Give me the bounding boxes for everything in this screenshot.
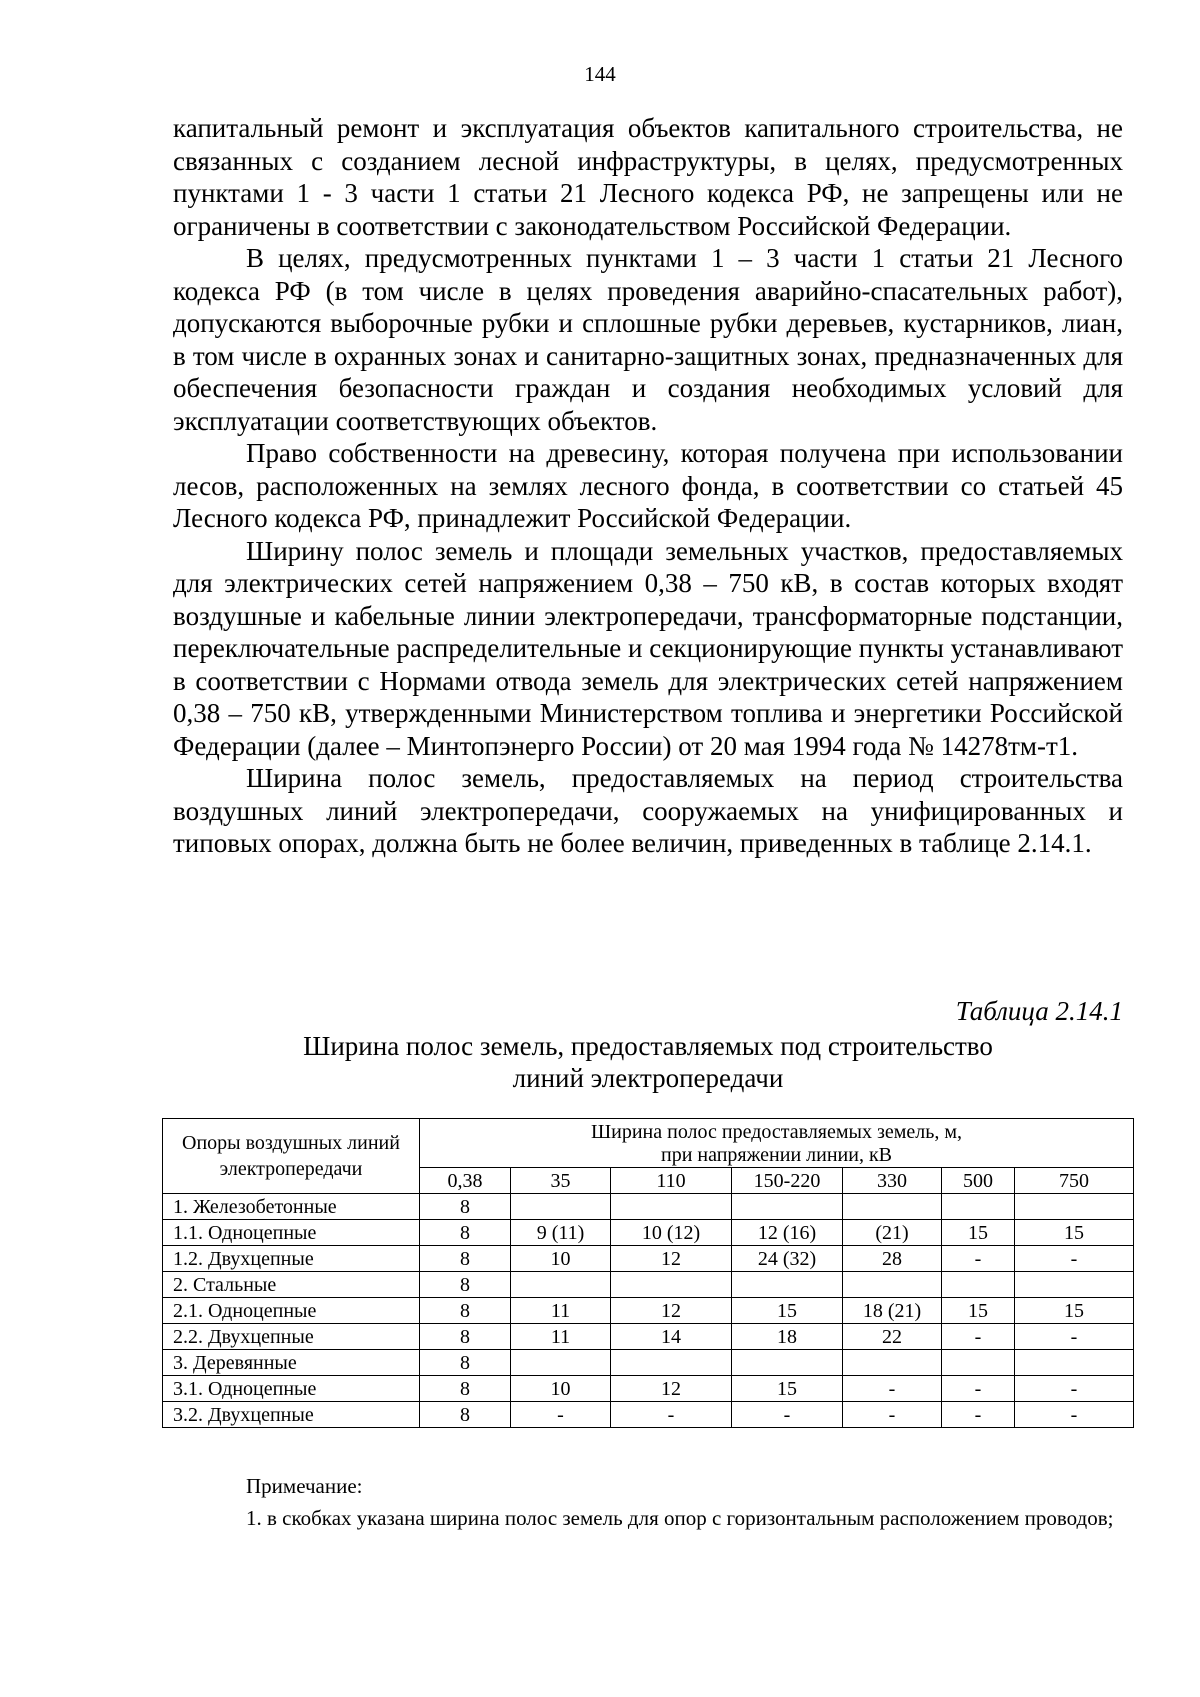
table-cell: 11 — [511, 1324, 611, 1350]
table-cell — [611, 1272, 732, 1298]
table-cell: 10 — [511, 1376, 611, 1402]
table-row — [163, 1376, 1134, 1402]
header-voltage: 500 — [942, 1168, 1015, 1194]
row-label: 2. Стальные — [163, 1272, 420, 1298]
table-title-line: линий электропередачи — [512, 1063, 784, 1093]
table-cell: 12 — [611, 1298, 732, 1324]
row-label: 1.1. Одноцепные — [163, 1220, 420, 1246]
header-supports: Опоры воздушных линий электропередачи — [163, 1119, 420, 1194]
table-cell — [1015, 1350, 1134, 1376]
row-label: 3. Деревянные — [163, 1350, 420, 1376]
paragraph: капитальный ремонт и эксплуатация объектов капитального строительства, не связанных с созданием лесной инфраструктуры, в целях, предусмотренных пунктами 1 - 3 части 1 статьи 21 Лесного кодекса РФ, не запрещены или не ограничены в соответствии с законодательством Российской Федерации. — [173, 113, 1123, 241]
table-cell: - — [942, 1376, 1015, 1402]
table-cell: - — [942, 1324, 1015, 1350]
table-cell: 12 — [611, 1376, 732, 1402]
note-item: 1. в скобках указана ширина полос земель для опор с горизонтальным расположением проводов; — [246, 1506, 1114, 1530]
paragraph: Ширина полос земель, предоставляемых на период строительства воздушных линий электропередачи, сооружаемых на унифицированных и типовых опорах, должна быть не более величин, приведенных в таблице 2.14.1. — [173, 763, 1123, 858]
table-cell — [511, 1350, 611, 1376]
table-cell — [843, 1350, 942, 1376]
table-row — [163, 1402, 1134, 1428]
header-voltage: 150-220 — [732, 1168, 843, 1194]
table-row — [163, 1246, 1134, 1272]
table-row — [163, 1220, 1134, 1246]
table-cell: 9 (11) — [511, 1220, 611, 1246]
table-row — [163, 1324, 1134, 1350]
table-cell: 8 — [420, 1298, 511, 1324]
table-cell: 28 — [843, 1246, 942, 1272]
table-cell: 8 — [420, 1402, 511, 1428]
table-cell — [611, 1350, 732, 1376]
table-cell: 24 (32) — [732, 1246, 843, 1272]
row-label: 1.2. Двухцепные — [163, 1246, 420, 1272]
row-label: 2.2. Двухцепные — [163, 1324, 420, 1350]
table-cell: 8 — [420, 1376, 511, 1402]
table-row — [163, 1272, 1134, 1298]
header-width-line: Ширина полос предоставляемых земель, м, — [590, 1121, 963, 1143]
table-cell — [611, 1194, 732, 1220]
row-label: 3.1. Одноцепные — [163, 1376, 420, 1402]
row-label: 1. Железобетонные — [163, 1194, 420, 1220]
table-cell: 15 — [942, 1220, 1015, 1246]
header-voltage: 0,38 — [420, 1168, 511, 1194]
notes — [173, 1470, 1123, 1534]
land-width-table — [162, 1118, 1134, 1428]
table-cell: 22 — [843, 1324, 942, 1350]
table-cell: 18 — [732, 1324, 843, 1350]
table-cell: - — [611, 1402, 732, 1428]
table-cell — [732, 1272, 843, 1298]
table-cell — [1015, 1194, 1134, 1220]
paragraph: В целях, предусмотренных пунктами 1 – 3 части 1 статьи 21 Лесного кодекса РФ (в том числе в целях проведения аварийно-спасательных работ), допускаются выборочные рубки и сплошные рубки деревьев, кустарников, лиан, в том числе в охранных зонах и санитарно-защитных зонах, предназначенных для обеспечения безопасности граждан и создания необходимых условий для эксплуатации соответствующих объектов. — [173, 243, 1123, 436]
table-cell: - — [1015, 1402, 1134, 1428]
table-cell: 12 (16) — [732, 1220, 843, 1246]
table-cell: - — [843, 1402, 942, 1428]
table-cell — [942, 1350, 1015, 1376]
table-cell: 15 — [942, 1298, 1015, 1324]
notes-title: Примечание: — [246, 1474, 363, 1498]
table-row — [163, 1194, 1134, 1220]
table-cell: - — [1015, 1324, 1134, 1350]
table-cell: - — [942, 1246, 1015, 1272]
table-cell: 8 — [420, 1350, 511, 1376]
table-cell: 15 — [732, 1376, 843, 1402]
table-cell: 12 — [611, 1246, 732, 1272]
table-cell: 8 — [420, 1194, 511, 1220]
table-cell: 18 (21) — [843, 1298, 942, 1324]
table-cell — [511, 1272, 611, 1298]
table-cell — [732, 1350, 843, 1376]
table-cell — [511, 1194, 611, 1220]
body-text — [173, 112, 1123, 860]
table-cell: - — [1015, 1376, 1134, 1402]
table-cell — [843, 1272, 942, 1298]
table-cell: 10 — [511, 1246, 611, 1272]
table-body — [163, 1194, 1134, 1428]
table-cell: 8 — [420, 1324, 511, 1350]
table-cell — [942, 1272, 1015, 1298]
table-title — [173, 1030, 1123, 1094]
table-cell: 11 — [511, 1298, 611, 1324]
table-cell: - — [1015, 1246, 1134, 1272]
header-voltage: 35 — [511, 1168, 611, 1194]
table-header-row — [163, 1119, 1134, 1168]
table-cell — [942, 1194, 1015, 1220]
header-width — [420, 1119, 1134, 1168]
table-title-line: Ширина полос земель, предоставляемых под строительство — [303, 1031, 993, 1061]
table-cell: 8 — [420, 1272, 511, 1298]
table-row — [163, 1350, 1134, 1376]
table-cell: 8 — [420, 1246, 511, 1272]
table-cell — [843, 1194, 942, 1220]
table-cell: (21) — [843, 1220, 942, 1246]
table-cell: 8 — [420, 1220, 511, 1246]
page-number: 144 — [584, 62, 616, 86]
table-row — [163, 1298, 1134, 1324]
row-label: 2.1. Одноцепные — [163, 1298, 420, 1324]
header-voltage: 330 — [843, 1168, 942, 1194]
paragraph: Ширину полос земель и площади земельных участков, предоставляемых для электрических сетей напряжением 0,38 – 750 кВ, в состав которых входят воздушные и кабельные линии электропередачи, трансформаторные подстанции, переключательные распределительные и секционирующие пункты устанавливают в соответствии с Нормами отвода земель для электрических сетей напряжением 0,38 – 750 кВ, утвержденными Министерством топлива и энергетики Российской Федерации (далее – Минтопэнерго России) от 20 мая 1994 года № 14278тм-т1. — [173, 535, 1123, 761]
table-cell: 15 — [732, 1298, 843, 1324]
table-caption: Таблица 2.14.1 — [955, 996, 1123, 1026]
table-cell: - — [843, 1376, 942, 1402]
table-cell — [1015, 1272, 1134, 1298]
paragraph: Право собственности на древесину, которая получена при использовании лесов, расположенных на землях лесного фонда, в соответствии со статьей 45 Лесного кодекса РФ, принадлежит Российской Федерации. — [173, 438, 1123, 533]
header-voltage: 110 — [611, 1168, 732, 1194]
table-cell: 15 — [1015, 1220, 1134, 1246]
table-cell: - — [732, 1402, 843, 1428]
table-cell — [732, 1194, 843, 1220]
header-voltage: 750 — [1015, 1168, 1134, 1194]
row-label: 3.2. Двухцепные — [163, 1402, 420, 1428]
table-cell: - — [942, 1402, 1015, 1428]
table-cell: 15 — [1015, 1298, 1134, 1324]
header-width-line: при напряжении линии, кВ — [660, 1144, 892, 1166]
table-cell: - — [511, 1402, 611, 1428]
table-cell: 10 (12) — [611, 1220, 732, 1246]
table-cell: 14 — [611, 1324, 732, 1350]
